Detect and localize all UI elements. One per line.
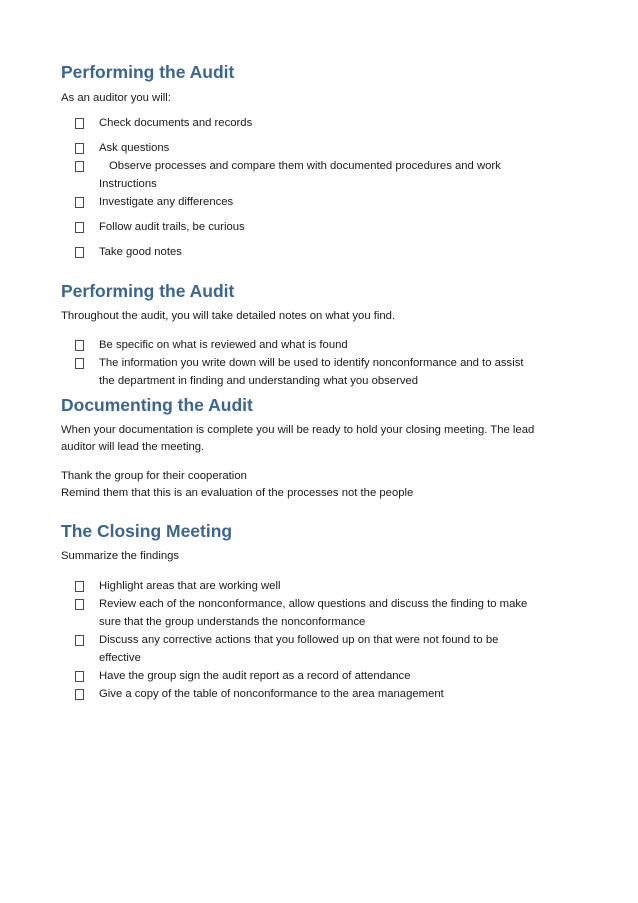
paragraph-line: auditor will lead the meeting.	[61, 441, 205, 453]
paragraph-line: When your documentation is complete you will be ready to hold your closing meeting. The lead	[61, 424, 535, 436]
bullet-box-icon	[75, 118, 84, 129]
bullet-item-continuation: sure that the group understands the nonconformance	[99, 616, 366, 628]
bullet-box-icon	[75, 581, 84, 592]
bullet-box-icon	[75, 222, 84, 233]
bullet-box-icon	[75, 635, 84, 646]
bullet-item: Investigate any differences	[99, 196, 234, 208]
bullet-box-icon	[75, 599, 84, 610]
bullet-box-icon	[75, 143, 84, 154]
section-heading-performing-audit: Performing the Audit	[61, 62, 235, 82]
section-intro: As an auditor you will:	[61, 92, 171, 104]
bullet-item: The information you write down will be used to identify nonconformance and to assist	[99, 357, 524, 369]
bullet-item-continuation: Instructions	[99, 178, 157, 190]
bullet-box-icon	[75, 671, 84, 682]
bullet-item: Check documents and records	[99, 117, 253, 129]
bullet-item: Give a copy of the table of nonconformance to the area management	[99, 688, 444, 700]
bullet-item: Ask questions	[99, 142, 170, 154]
bullet-item: Highlight areas that are working well	[99, 580, 281, 592]
section-heading-performing-audit-2: Performing the Audit	[61, 281, 235, 301]
paragraph-line: Thank the group for their cooperation	[61, 470, 247, 482]
bullet-item: Have the group sign the audit report as a record of attendance	[99, 670, 411, 682]
bullet-item: Discuss any corrective actions that you followed up on that were not found to be	[99, 634, 499, 646]
bullet-item: Observe processes and compare them with documented procedures and work	[109, 160, 501, 172]
section-heading-documenting-audit: Documenting the Audit	[61, 395, 253, 415]
bullet-box-icon	[75, 689, 84, 700]
bullet-item: Take good notes	[99, 246, 182, 258]
bullet-box-icon	[75, 161, 84, 172]
section-intro: Summarize the findings	[61, 550, 180, 562]
bullet-item-continuation: the department in finding and understanding what you observed	[99, 375, 419, 387]
paragraph-line: Remind them that this is an evaluation of the processes not the people	[61, 487, 414, 499]
section-heading-closing-meeting: The Closing Meeting	[61, 521, 233, 541]
bullet-box-icon	[75, 197, 84, 208]
bullet-item: Follow audit trails, be curious	[99, 221, 245, 233]
section-intro: Throughout the audit, you will take detailed notes on what you find.	[61, 310, 396, 322]
bullet-item-continuation: effective	[99, 652, 141, 664]
bullet-item: Be specific on what is reviewed and what is found	[99, 339, 348, 351]
bullet-box-icon	[75, 358, 84, 369]
bullet-box-icon	[75, 340, 84, 351]
bullet-item: Review each of the nonconformance, allow questions and discuss the finding to make	[99, 598, 528, 610]
bullet-box-icon	[75, 247, 84, 258]
